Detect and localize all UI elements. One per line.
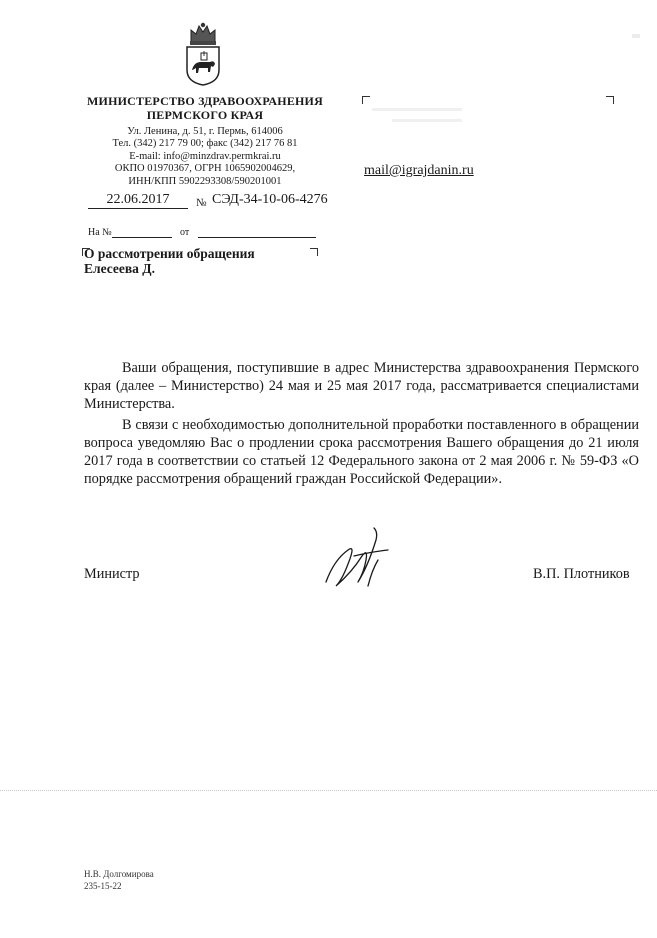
recipient-corner-left (362, 96, 370, 104)
org-okpo: ОКПО 01970367, ОГРН 1065902004629, (114, 163, 296, 175)
subject-line-1: О рассмотрении обращения (84, 246, 255, 261)
letter-body (84, 359, 639, 488)
org-phone: Тел. (342) 217 79 00; факс (342) 217 76 81 (112, 138, 298, 150)
recipient-faint-text (372, 100, 482, 130)
org-inn: ИНН/КПП 5902293308/590201001 (128, 175, 282, 187)
org-address: Ул. Ленина, д. 51, г. Пермь, 614006 (127, 126, 283, 137)
registration-date: 22.06.2017 (88, 192, 188, 209)
reference-from-label: от (180, 227, 190, 238)
registration-number: СЭД-34-10-06-4276 (212, 192, 328, 207)
org-email: E-mail: info@minzdrav.permkrai.ru (129, 150, 281, 162)
reference-no-label: На № (88, 227, 112, 238)
recipient-corner-right (606, 96, 614, 104)
reference-from-blank (198, 237, 316, 238)
subject-line-2: Елесеева Д. (84, 261, 155, 276)
org-line-2: ПЕРМСКОГО КРАЯ (146, 108, 264, 122)
body-paragraph-1: Ваши обращения, поступившие в адрес Министерства здравоохранения Пермского края (далее – Министерство) 24 мая и 25 мая 2017 года, рассматривается специалистами Министерства. (84, 360, 639, 412)
coat-of-arms-emblem (183, 20, 223, 86)
letter-subject (84, 246, 314, 276)
signatory-name: В.П. Плотников (533, 566, 630, 582)
executor-name: Н.В. Долгомирова (84, 869, 154, 879)
body-paragraph-2: В связи с необходимостью дополнительной проработки поставленного в обращении вопроса уведомляю Вас о продлении срока рассмотрения Вашего обращения до 21 июля 2017 года в соответствии со статьей 12 Федерального закона от 2 мая 2006 г. № 59-ФЗ «О порядке рассмотрения обращений граждан Российской Федерации». (84, 417, 639, 487)
handwritten-signature (318, 520, 394, 595)
reference-line (88, 227, 328, 241)
registration-number-label: № (196, 197, 207, 209)
reference-no-blank (112, 237, 172, 238)
organization-contacts (60, 126, 350, 188)
executor-phone: 235-15-22 (84, 881, 122, 891)
recipient-email[interactable]: mail@igrajdanin.ru (364, 163, 474, 178)
organization-name (60, 94, 350, 122)
page-divider (0, 790, 657, 791)
top-right-mark (632, 34, 640, 38)
org-line-1: МИНИСТЕРСТВО ЗДРАВООХРАНЕНИЯ (87, 94, 323, 108)
signatory-title: Министр (84, 566, 140, 582)
executor-info (84, 868, 154, 892)
